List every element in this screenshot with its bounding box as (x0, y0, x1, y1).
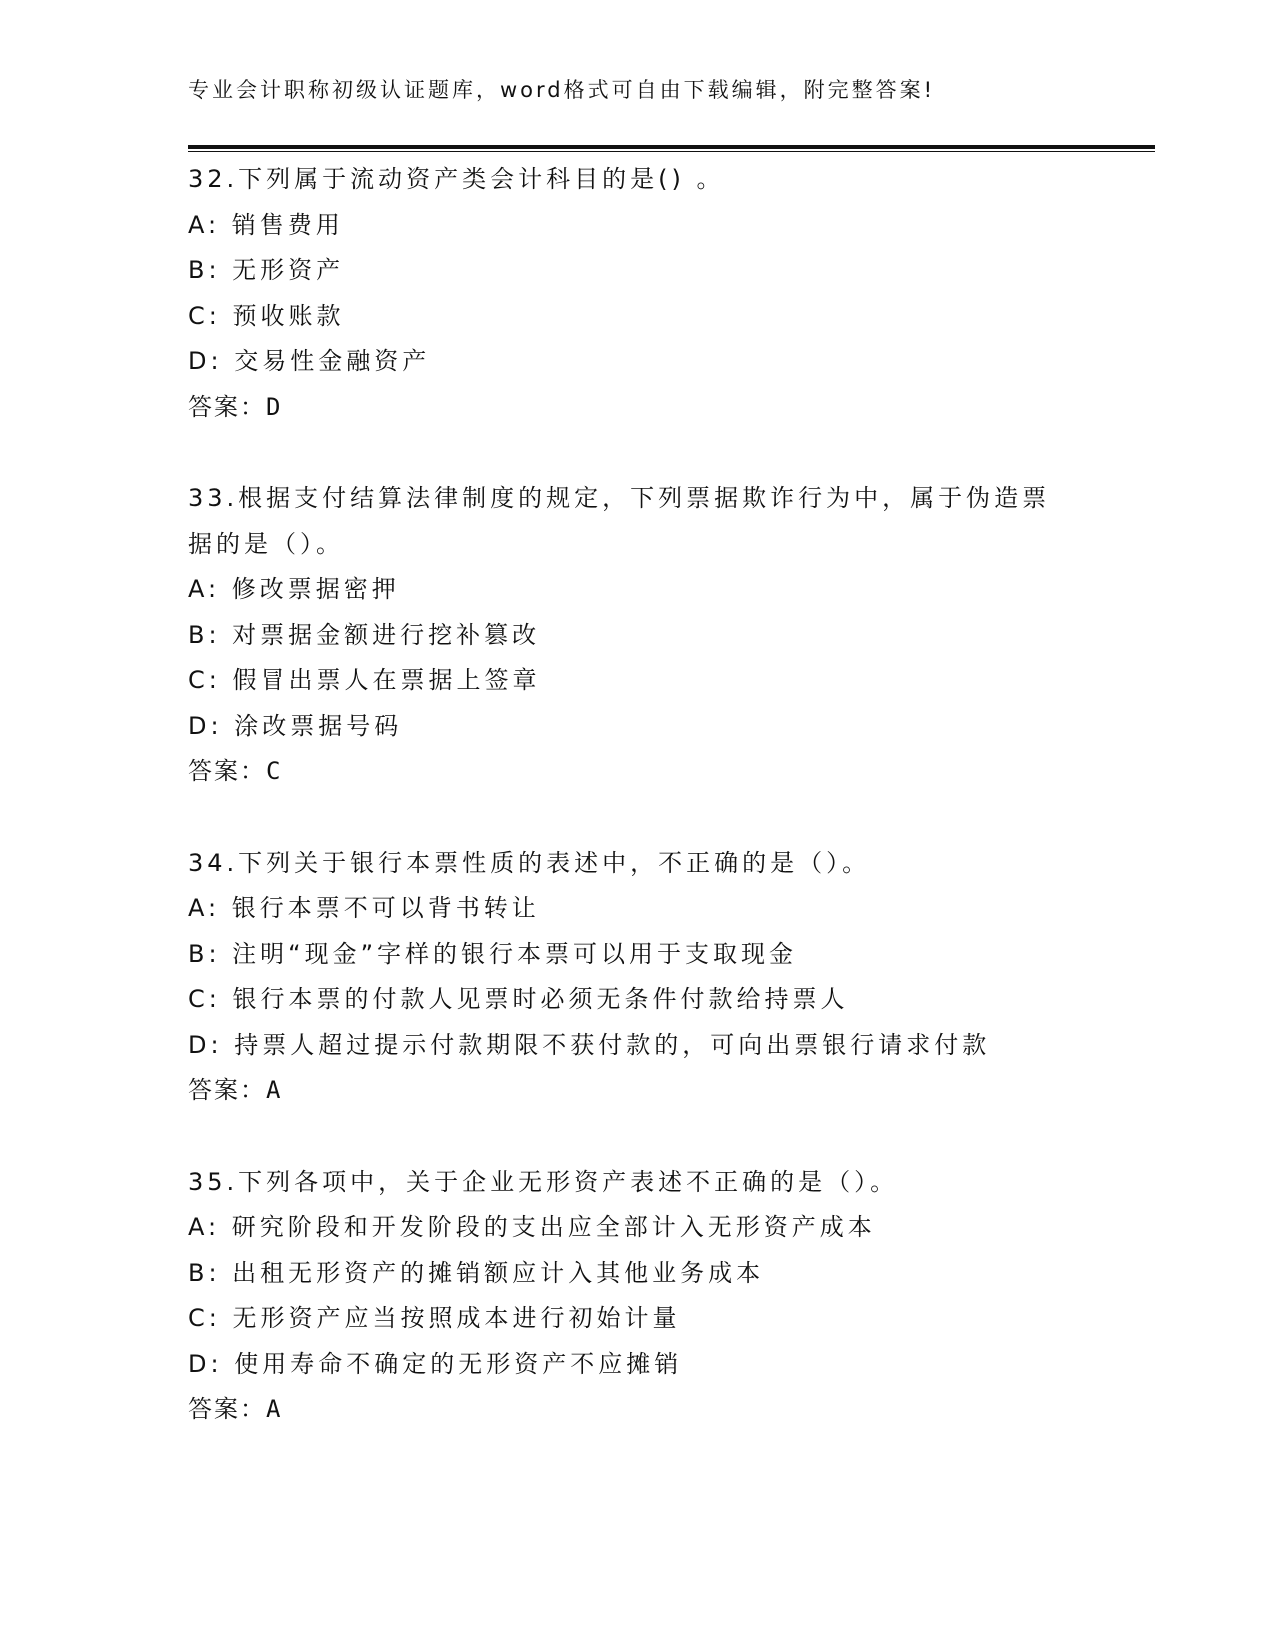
option-b: B: 注明“现金”字样的银行本票可以用于支取现金 (188, 939, 798, 968)
option-c: C: 假冒出票人在票据上签章 (188, 666, 541, 694)
answer-label: 答案： (188, 1395, 266, 1423)
option-a: A: 销售费用 (188, 210, 344, 239)
question-list (188, 157, 1088, 1479)
page-header: 专业会计职称初级认证题库，word格式可自由下载编辑，附完整答案! (188, 78, 936, 102)
answer-line (188, 1387, 1088, 1433)
answer-label: 答案： (188, 1076, 266, 1104)
option-a: A: 修改票据密押 (188, 575, 400, 603)
option-b: B: 对票据金额进行挖补篡改 (188, 620, 541, 649)
option-b: B: 出租无形资产的摊销额应计入其他业务成本 (188, 1258, 765, 1287)
question-stem: 32.下列属于流动资产类会计科目的是() 。 (188, 165, 725, 193)
option-a: A: 研究阶段和开发阶段的支出应全部计入无形资产成本 (188, 1213, 876, 1241)
answer-label: 答案： (188, 757, 266, 785)
answer-value: A (266, 1395, 283, 1423)
question-33 (188, 476, 1088, 795)
option-d: D: 使用寿命不确定的无形资产不应摊销 (188, 1349, 683, 1378)
question-32 (188, 157, 1088, 430)
answer-label: 答案： (188, 392, 266, 421)
question-stem-continued: 据的是（）。 (188, 529, 344, 558)
option-a: A: 银行本票不可以背书转让 (188, 894, 540, 922)
answer-line (188, 1068, 1088, 1114)
question-34 (188, 841, 1088, 1114)
question-35 (188, 1160, 1088, 1433)
option-d: D: 涂改票据号码 (188, 711, 403, 740)
answer-value: A (266, 1076, 283, 1104)
option-c: C: 银行本票的付款人见票时必须无条件付款给持票人 (188, 985, 849, 1013)
question-stem: 34.下列关于银行本票性质的表述中，不正确的是（）。 (188, 848, 871, 877)
option-d: D: 持票人超过提示付款期限不获付款的，可向出票银行请求付款 (188, 1030, 991, 1059)
answer-line (188, 385, 1088, 431)
option-d: D: 交易性金融资产 (188, 347, 431, 375)
answer-line (188, 749, 1088, 795)
question-stem: 33.根据支付结算法律制度的规定，下列票据欺诈行为中，属于伪造票 (188, 484, 1051, 512)
answer-value: C (266, 757, 283, 785)
answer-value: D (266, 392, 283, 421)
option-c: C: 预收账款 (188, 301, 345, 330)
option-b: B: 无形资产 (188, 256, 345, 284)
question-stem: 35.下列各项中，关于企业无形资产表述不正确的是（）。 (188, 1167, 899, 1196)
option-c: C: 无形资产应当按照成本进行初始计量 (188, 1304, 681, 1332)
header-divider (188, 145, 1155, 149)
